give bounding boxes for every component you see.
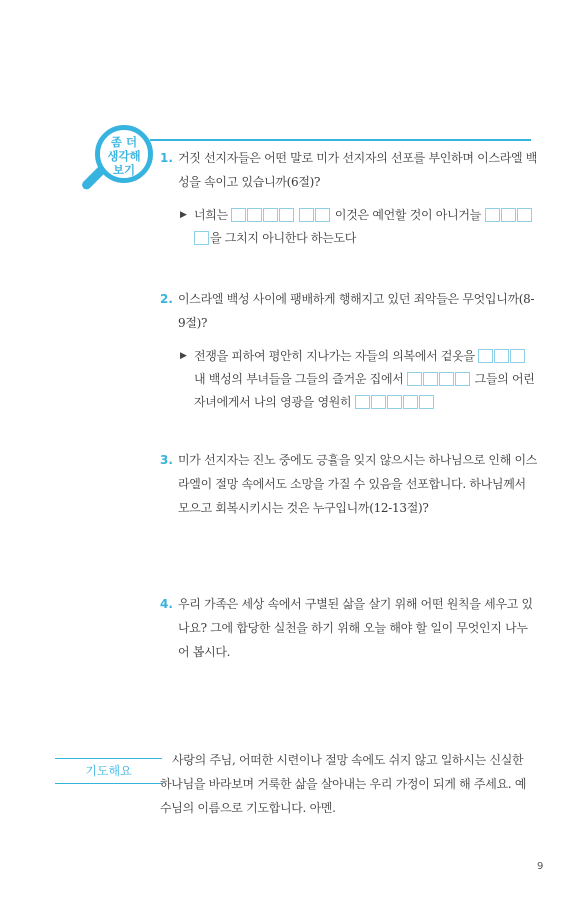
badge-line-2: 생각해 xyxy=(107,149,141,163)
blank-box[interactable] xyxy=(517,208,532,222)
blank-box[interactable] xyxy=(279,208,294,222)
question-2-number: 2. xyxy=(160,292,173,306)
blank-box[interactable] xyxy=(387,395,402,409)
blank-box[interactable] xyxy=(485,208,500,222)
question-3-text: 미가 선지자는 진노 중에도 긍휼을 잊지 않으시는 하나님으로 인해 이스라엘이 절망 속에서도 소망을 가질 수 있음을 선포합니다. 하나님께서 모으고 회복시키시는 것은 누구입니까(12-13절)? xyxy=(178,453,538,515)
blank-box[interactable] xyxy=(247,208,262,222)
blank-box[interactable] xyxy=(494,349,509,363)
question-1-answer xyxy=(180,204,539,250)
question-1-number: 1. xyxy=(160,151,173,165)
blank-box[interactable] xyxy=(478,349,493,363)
answer-marker-icon: ▶ xyxy=(180,351,187,361)
blank-box[interactable] xyxy=(403,395,418,409)
answer-2-part-3: 그들의 어린 자녀에게서 나의 영광을 영원히 xyxy=(194,372,535,409)
answer-1-part-2: 이것은 예언할 것이 아니거늘 xyxy=(334,208,481,222)
blank-box[interactable] xyxy=(510,349,525,363)
question-4-text: 우리 가족은 세상 속에서 구별된 삶을 살기 위해 어떤 원칙을 세우고 있나요? 그에 합당한 실천을 하기 위해 오늘 해야 할 일이 무엇인지 나누어 봅시다. xyxy=(178,597,533,659)
blank-box[interactable] xyxy=(315,208,330,222)
blank-box[interactable] xyxy=(501,208,516,222)
question-2-text: 이스라엘 백성 사이에 팽배하게 행해지고 있던 죄악들은 무엇입니까(8-9절)? xyxy=(178,292,535,330)
blank-box[interactable] xyxy=(439,372,454,386)
think-more-badge xyxy=(95,135,153,177)
page-number: 9 xyxy=(537,861,544,872)
question-4-number: 4. xyxy=(160,597,173,611)
blank-box[interactable] xyxy=(371,395,386,409)
prayer-label: 기도해요 xyxy=(55,758,162,784)
question-2-answer xyxy=(180,345,539,414)
blank-box[interactable] xyxy=(194,231,209,245)
section-divider xyxy=(150,139,531,141)
blank-box[interactable] xyxy=(455,372,470,386)
badge-line-3: 보기 xyxy=(112,163,136,177)
blank-box[interactable] xyxy=(263,208,278,222)
question-3-number: 3. xyxy=(160,453,173,467)
answer-2-part-1: 전쟁을 피하여 평안히 지나가는 자들의 의복에서 겉옷을 xyxy=(194,349,475,363)
blank-box[interactable] xyxy=(419,395,434,409)
badge-line-1: 좀 더 xyxy=(110,135,138,149)
blank-box[interactable] xyxy=(231,208,246,222)
question-1-text: 거짓 선지자들은 어떤 말로 미가 선지자의 선포를 부인하며 이스라엘 백성을 속이고 있습니까(6절)? xyxy=(178,151,538,189)
answer-2-part-2: 내 백성의 부녀들을 그들의 즐거운 집에서 xyxy=(194,372,404,386)
answer-marker-icon: ▶ xyxy=(180,210,187,220)
answer-1-part-3: 을 그치지 아니한다 하는도다 xyxy=(210,231,357,245)
answer-1-part-1: 너희는 xyxy=(194,208,228,222)
blank-box[interactable] xyxy=(355,395,370,409)
prayer-text: 사랑의 주님, 어떠한 시련이나 절망 속에도 쉬지 않고 일하시는 신실한 하나님을 바라보며 거룩한 삶을 살아내는 우리 가정이 되게 해 주세요. 예수님의 이름으로 기도합니다. 아멘. xyxy=(160,753,527,815)
blank-box[interactable] xyxy=(299,208,314,222)
blank-box[interactable] xyxy=(423,372,438,386)
blank-box[interactable] xyxy=(407,372,422,386)
